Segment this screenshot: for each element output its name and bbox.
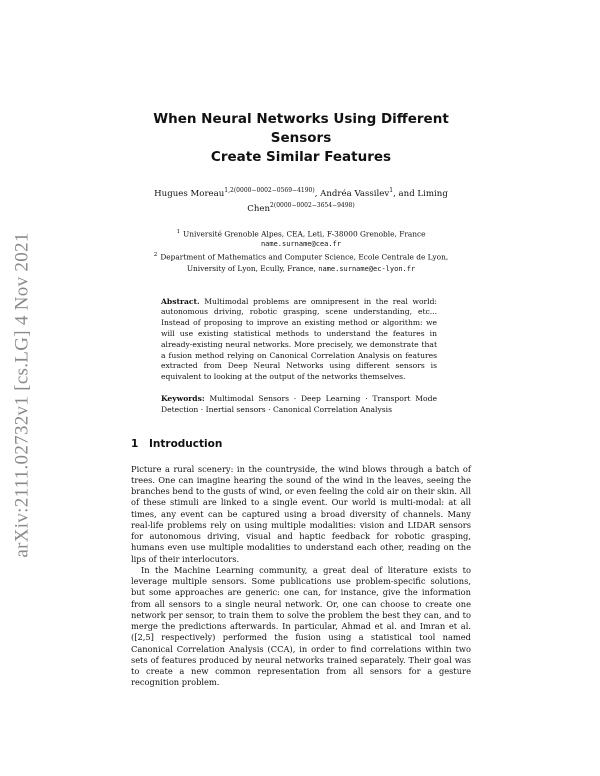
author-name: Chen — [247, 203, 271, 214]
affiliation-2-cont: University of Lyon, Ecully, France, name.surname@ec-lyon.fr — [186, 263, 416, 273]
author-name: , and Liming — [393, 188, 448, 199]
affiliation-text: Université Grenoble Alpes, CEA, Leti, F-38000 Grenoble, France — [183, 229, 426, 239]
section-number: 1 — [131, 437, 139, 450]
affiliation-number: 2 — [153, 252, 158, 259]
abstract — [161, 297, 437, 383]
author-orcid: 1,2(0000−0002−0569−4190) — [224, 187, 315, 194]
author-orcid: 2(0000−0002−3654−9498) — [270, 201, 355, 209]
paper-title — [131, 110, 471, 167]
author-name: Hugues Moreau — [154, 188, 225, 199]
paper-page — [131, 0, 471, 689]
keywords-text: Multimodal Sensors · Deep Learning · Transport Mode Detection · Inertial sensors · Canonical Correlation Analysis — [161, 394, 437, 414]
affiliation-email: name.surname@ec-lyon.fr — [318, 264, 416, 273]
arxiv-id: arXiv:2111.02732v1 [cs.LG] 4 Nov 2021 — [12, 232, 34, 558]
intro-paragraph-1: Picture a rural scenery: in the countryside, the wind blows through a batch of trees. One can imagine hearing the sound of the wind in the leaves, seeing the branches bend to the gusts of wind, or even feeling the cold air on their skin. All of these stimuli are linked to a single event. Our world is multi-modal: at all times, any event can be captured using a broad diversity of channels. Many real-life problems rely on using multiple modalities: vision and LIDAR sensors for autonomous driving, visual and haptic feedback for robotic grasping, humans even use multiple modalities to understand each other, reading on the lips of their interlocutors. — [131, 463, 471, 564]
affiliation-1 — [131, 227, 471, 239]
intro-paragraph-2: In the Machine Learning community, a great deal of literature exists to leverage multiple sensors. Some publications use problem-specific solutions, but some approaches are generic: one can, for instance, give the information from all sensors to a single neural network. Or, one can choose to create one network per sensor, to train them to solve the problem the best they can, and to merge the predictions afterwards. In particular, Ahmad et al. and Imran et al. ([2,5] respectively) performed the fusion using a statistical tool named Canonical Correlation Analysis (CCA), in order to find correlations within two sets of features produced by neural networks trained separately. Their goal was to create a new common representation from all sensors for a gesture recognition problem. — [131, 564, 471, 688]
title-line-2: Create Similar Features — [210, 149, 392, 165]
author-name: , Andréa Vassilev — [314, 188, 390, 199]
keywords — [161, 394, 437, 416]
affiliations — [131, 227, 471, 275]
affiliation-text: Department of Mathematics and Computer Science, Ecole Centrale de Lyon, — [160, 252, 449, 262]
affiliation-2 — [131, 250, 471, 262]
section-heading — [131, 438, 471, 450]
affiliation-email: name.surname@cea.fr — [260, 240, 342, 249]
abstract-text: Multimodal problems are omnipresent in the real world: autonomous driving, robotic grasping, scene understanding, etc... Instead of proposing to improve an existing method or algorithm: we will use existing statistical methods to understand the features in already-existing neural networks. More precisely, we demonstrate that a fusion method relying on Canonical Correlation Analysis on features extracted from Deep Neural Networks using different sensors is equivalent to looking at the output of the networks themselves. — [161, 296, 437, 382]
arxiv-stamp — [4, 210, 42, 580]
abstract-label: Abstract. — [161, 296, 200, 306]
author-affiliation-mark: 1 — [389, 187, 394, 194]
affiliation-text-2: University of Lyon, Ecully, France — [186, 263, 314, 273]
keywords-label: Keywords: — [161, 394, 205, 404]
affiliation-number: 1 — [176, 228, 181, 235]
title-line-1: When Neural Networks Using Different Sensors — [153, 111, 449, 146]
author-list — [131, 185, 471, 215]
section-title: Introduction — [149, 437, 223, 450]
